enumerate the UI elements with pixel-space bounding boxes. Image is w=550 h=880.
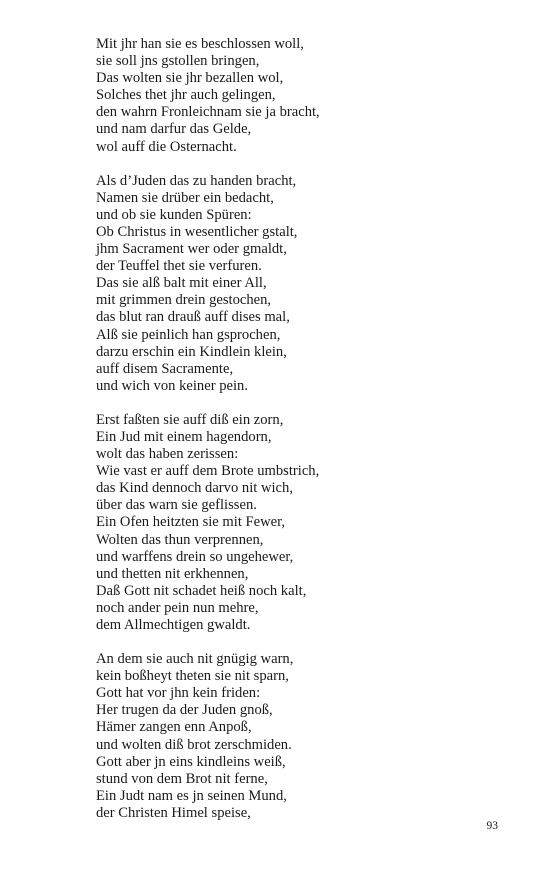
poem-line: Das wolten sie jhr bezallen wol,	[96, 70, 284, 87]
poem-line: und wolten diß brot zerschmiden.	[96, 736, 292, 753]
poem-line: der Christen Himel speise,	[96, 804, 251, 821]
poem-line: wol auff die Osternacht.	[96, 138, 237, 155]
poem-line: Namen sie drüber ein bedacht,	[96, 189, 274, 206]
poem-line: sie soll jns gstollen bringen,	[96, 53, 260, 70]
poem-line: An dem sie auch nit gnügig warn,	[96, 651, 294, 668]
poem-line: Wie vast er auff dem Brote umbstrich,	[96, 463, 320, 480]
poem-line: Mit jhr han sie es beschlossen woll,	[96, 36, 304, 52]
poem-line: das Kind dennoch darvo nit wich,	[96, 480, 293, 497]
poem-line: Ein Jud mit einem hagendorn,	[96, 428, 272, 445]
poem-line: und warffens drein so ungehewer,	[96, 548, 294, 565]
poem-line: Gott aber jn eins kindleins weiß,	[96, 753, 286, 770]
poem-line: Als d’Juden das zu handen bracht,	[96, 172, 297, 189]
poem-line: kein boßheyt theten sie nit sparn,	[96, 668, 289, 685]
poem-line: und thetten nit erkhennen,	[96, 565, 249, 582]
poem-line: der Teuffel thet sie verfuren.	[96, 258, 262, 275]
poem-line: und wich von keiner pein.	[96, 377, 248, 394]
poem-line: Ein Ofen heitzten sie mit Fewer,	[96, 514, 286, 531]
page-number: 93	[486, 820, 498, 832]
poem-line: Erst faßten sie auff diß ein zorn,	[96, 411, 284, 428]
poem-line: darzu erschin ein Kindlein klein,	[96, 343, 287, 360]
poem-line: Ein Judt nam es jn seinen Mund,	[96, 787, 287, 804]
poem-line: Alß sie peinlich han gsprochen,	[96, 326, 281, 343]
poem-line: Ob Christus in wesentlicher gstalt,	[96, 223, 298, 240]
poem-line: noch ander pein nun mehre,	[96, 599, 259, 616]
poem-line: das blut ran drauß auff dises mal,	[96, 309, 290, 326]
poem-line: dem Allmechtigen gwaldt.	[96, 617, 251, 633]
poem-line: Hämer zangen enn Anpoß,	[96, 719, 252, 736]
poem-line: Solches thet jhr auch gelingen,	[96, 87, 276, 104]
poem-line: auff disem Sacramente,	[96, 360, 234, 377]
poem-line: den wahrn Fronleichnam sie ja bracht,	[96, 104, 320, 121]
poem-text	[96, 36, 516, 839]
poem-line: und ob sie kunden Spüren:	[96, 206, 252, 223]
poem-line: Das sie alß balt mit einer All,	[96, 275, 267, 292]
stanza	[96, 36, 516, 156]
poem-line: Gott hat vor jhn kein friden:	[96, 685, 261, 702]
stanza	[96, 173, 516, 395]
poem-line: wolt das haben zerissen:	[96, 446, 239, 463]
stanza	[96, 412, 516, 634]
poem-line: und nam darfur das Gelde,	[96, 121, 252, 138]
poem-line: Wolten das thun verprennen,	[96, 531, 264, 548]
poem-line: stund von dem Brot nit ferne,	[96, 770, 268, 787]
poem-line: jhm Sacrament wer oder gmaldt,	[96, 241, 287, 258]
poem-line: mit grimmen drein gestochen,	[96, 292, 272, 309]
poem-line: Her trugen da der Juden gnoß,	[96, 702, 273, 719]
poem-line: Daß Gott nit schadet heiß noch kalt,	[96, 582, 307, 599]
poem-line: über das warn sie geflissen.	[96, 497, 257, 514]
stanza	[96, 651, 516, 822]
